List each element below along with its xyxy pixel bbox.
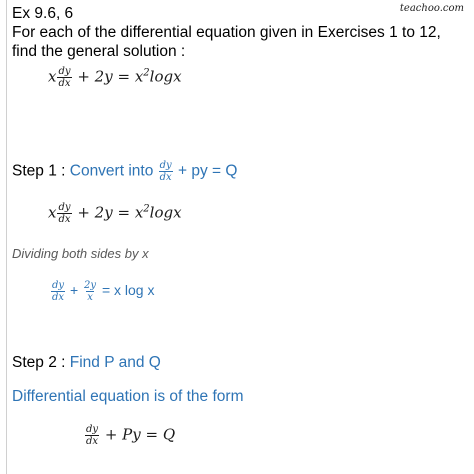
- divided-equation: [50, 280, 154, 303]
- question-line-1: For each of the differential equation given in Exercises 1 to 12,: [12, 24, 441, 41]
- frac-numerator: dy: [52, 280, 65, 291]
- eq-equals: =: [117, 203, 131, 222]
- step2-line: [12, 354, 161, 372]
- eq-logx: logx: [149, 67, 182, 86]
- eq-equals: =: [145, 425, 159, 444]
- eq-plus-py: + Py: [104, 425, 141, 444]
- step1-text: Convert into: [69, 162, 154, 180]
- frac-numerator: dy: [86, 424, 99, 435]
- eq-exponent: 2: [143, 203, 150, 215]
- frac-numerator: dy: [58, 66, 71, 77]
- eq-exponent: 2: [143, 67, 150, 79]
- eq-equals: =: [117, 67, 131, 86]
- frac-denominator: x: [87, 292, 93, 303]
- brand-watermark: teachoo.com: [399, 3, 464, 14]
- dividing-note: Dividing both sides by x: [12, 246, 149, 261]
- eq-x2-base: x: [134, 67, 144, 86]
- frac-denominator: dx: [86, 436, 99, 447]
- eq-x: x: [48, 203, 57, 222]
- eq-fraction-dy-dx: [57, 66, 71, 89]
- eq-fraction-dy-dx: [57, 202, 71, 225]
- fraction-2y-x: [83, 280, 97, 303]
- eq-fraction-dy-dx: [85, 424, 99, 447]
- step1-line: [12, 160, 237, 183]
- step1-label: Step 1 :: [12, 162, 66, 180]
- eq-q: Q: [162, 425, 176, 444]
- eq-x: x: [48, 67, 57, 86]
- eq-x2-base: x: [134, 203, 144, 222]
- frac-numerator: dy: [58, 202, 71, 213]
- main-equation: [48, 66, 182, 89]
- form-description: Differential equation is of the form: [12, 388, 244, 405]
- step1-tail: + py = Q: [178, 162, 238, 180]
- frac-denominator: dx: [52, 292, 65, 303]
- frac-denominator: dx: [159, 172, 172, 183]
- rhs-text: = x log x: [101, 282, 155, 299]
- frac-denominator: dx: [58, 214, 71, 225]
- fraction-dy-dx: [51, 280, 65, 303]
- question-line-2: find the general solution :: [12, 43, 186, 60]
- form-equation: [84, 424, 175, 447]
- step1-fraction: [159, 160, 173, 183]
- eq-plus-2y: + 2y: [77, 67, 113, 86]
- frac-numerator: 2y: [84, 280, 97, 291]
- plus-sign: +: [69, 282, 79, 299]
- exercise-title: Ex 9.6, 6: [12, 5, 74, 22]
- frac-numerator: dy: [159, 160, 172, 171]
- step2-text: Find P and Q: [69, 354, 161, 371]
- eq-logx: logx: [149, 203, 182, 222]
- frac-denominator: dx: [58, 78, 71, 89]
- step2-label: Step 2 :: [12, 354, 66, 371]
- repeated-equation: [48, 202, 182, 225]
- eq-plus-2y: + 2y: [77, 203, 113, 222]
- left-margin-rule: [6, 0, 7, 474]
